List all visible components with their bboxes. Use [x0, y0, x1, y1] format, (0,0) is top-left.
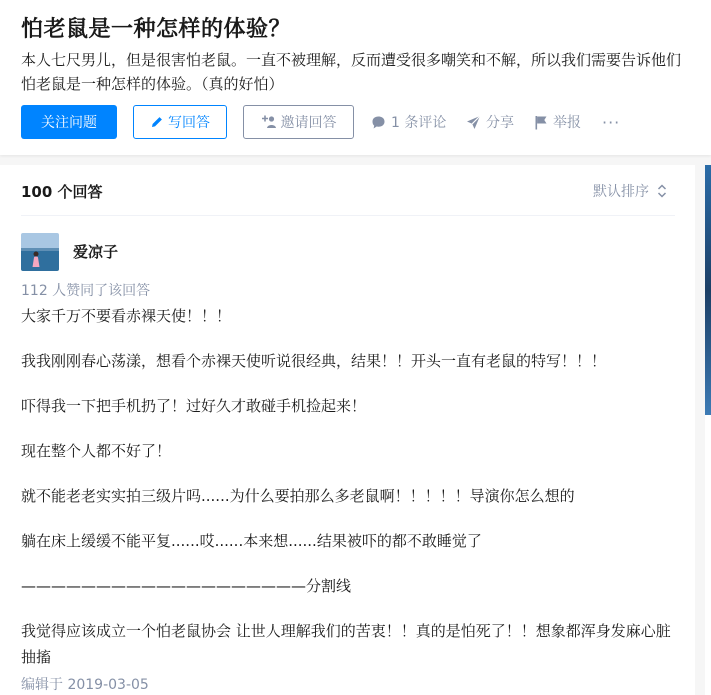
answer-paragraph: 大家千万不要看赤裸天使！！！ — [21, 307, 232, 325]
answer-paragraph: 躺在床上缓缓不能平复......哎......本来想......结果被吓的都不敢睡觉了 — [21, 532, 482, 550]
report-label: 举报 — [553, 115, 581, 131]
answer-paragraph: 现在整个人都不好了！ — [21, 442, 172, 460]
edit-timestamp[interactable]: 编辑于 2019-03-05 — [21, 677, 149, 693]
vote-count: 112 人赞同了该回答 — [21, 283, 151, 299]
sort-icon — [657, 184, 667, 198]
sidebar-image[interactable] — [705, 165, 711, 415]
report-button[interactable] — [534, 105, 581, 139]
follow-question-button[interactable]: 关注问题 — [21, 105, 117, 139]
question-actions — [21, 105, 711, 139]
write-answer-label: 写回答 — [168, 115, 210, 131]
question-detail: 本人七尺男儿，但是很害怕老鼠。一直不被理解，反而遭受很多嘲笑和不解，所以我们需要告诉他们怕老鼠是一种怎样的体验。（真的好怕） — [21, 51, 682, 93]
invite-answer-label: 邀请回答 — [280, 115, 337, 131]
pen-icon — [150, 115, 164, 129]
question-title: 怕老鼠是一种怎样的体验？ — [21, 17, 292, 42]
share-label: 分享 — [486, 115, 514, 131]
comment-count: 1 条评论 — [391, 115, 447, 131]
share-icon — [466, 115, 481, 130]
comment-button[interactable] — [371, 105, 446, 139]
answer-paragraph: 就不能老老实实拍三级片吗......为什么要拍那么多老鼠啊！！！！！导演你怎么想的 — [21, 487, 575, 505]
answer-list-card — [0, 165, 695, 695]
invite-answer-button[interactable] — [243, 105, 354, 139]
answer-list-header — [21, 180, 675, 216]
answer-paragraph: 我觉得应该成立一个怕老鼠协会 让世人理解我们的苦衷！！真的是怕死了！！想象都浑身发麻心脏抽搐 — [21, 622, 671, 666]
more-button[interactable]: ··· — [602, 112, 621, 132]
share-button[interactable] — [466, 105, 514, 139]
invite-icon — [261, 115, 277, 129]
write-answer-button[interactable] — [133, 105, 227, 139]
answer-count: 100 个回答 — [21, 183, 103, 201]
sort-label: 默认排序 — [593, 184, 649, 200]
avatar[interactable] — [21, 233, 59, 271]
flag-icon — [534, 115, 548, 130]
comment-icon — [371, 115, 386, 130]
sort-button[interactable] — [593, 181, 667, 201]
divider-text: ———————————————————分割线 — [21, 577, 352, 595]
answer-paragraph: 吓得我一下把手机扔了！过好久才敢碰手机捡起来！ — [21, 397, 367, 415]
question-header — [0, 0, 711, 155]
author-name[interactable]: 爱凉子 — [73, 243, 119, 261]
answer-paragraph: 我我刚刚春心荡漾，想看个赤裸天使听说很经典，结果！！开头一直有老鼠的特写！！！ — [21, 352, 607, 370]
